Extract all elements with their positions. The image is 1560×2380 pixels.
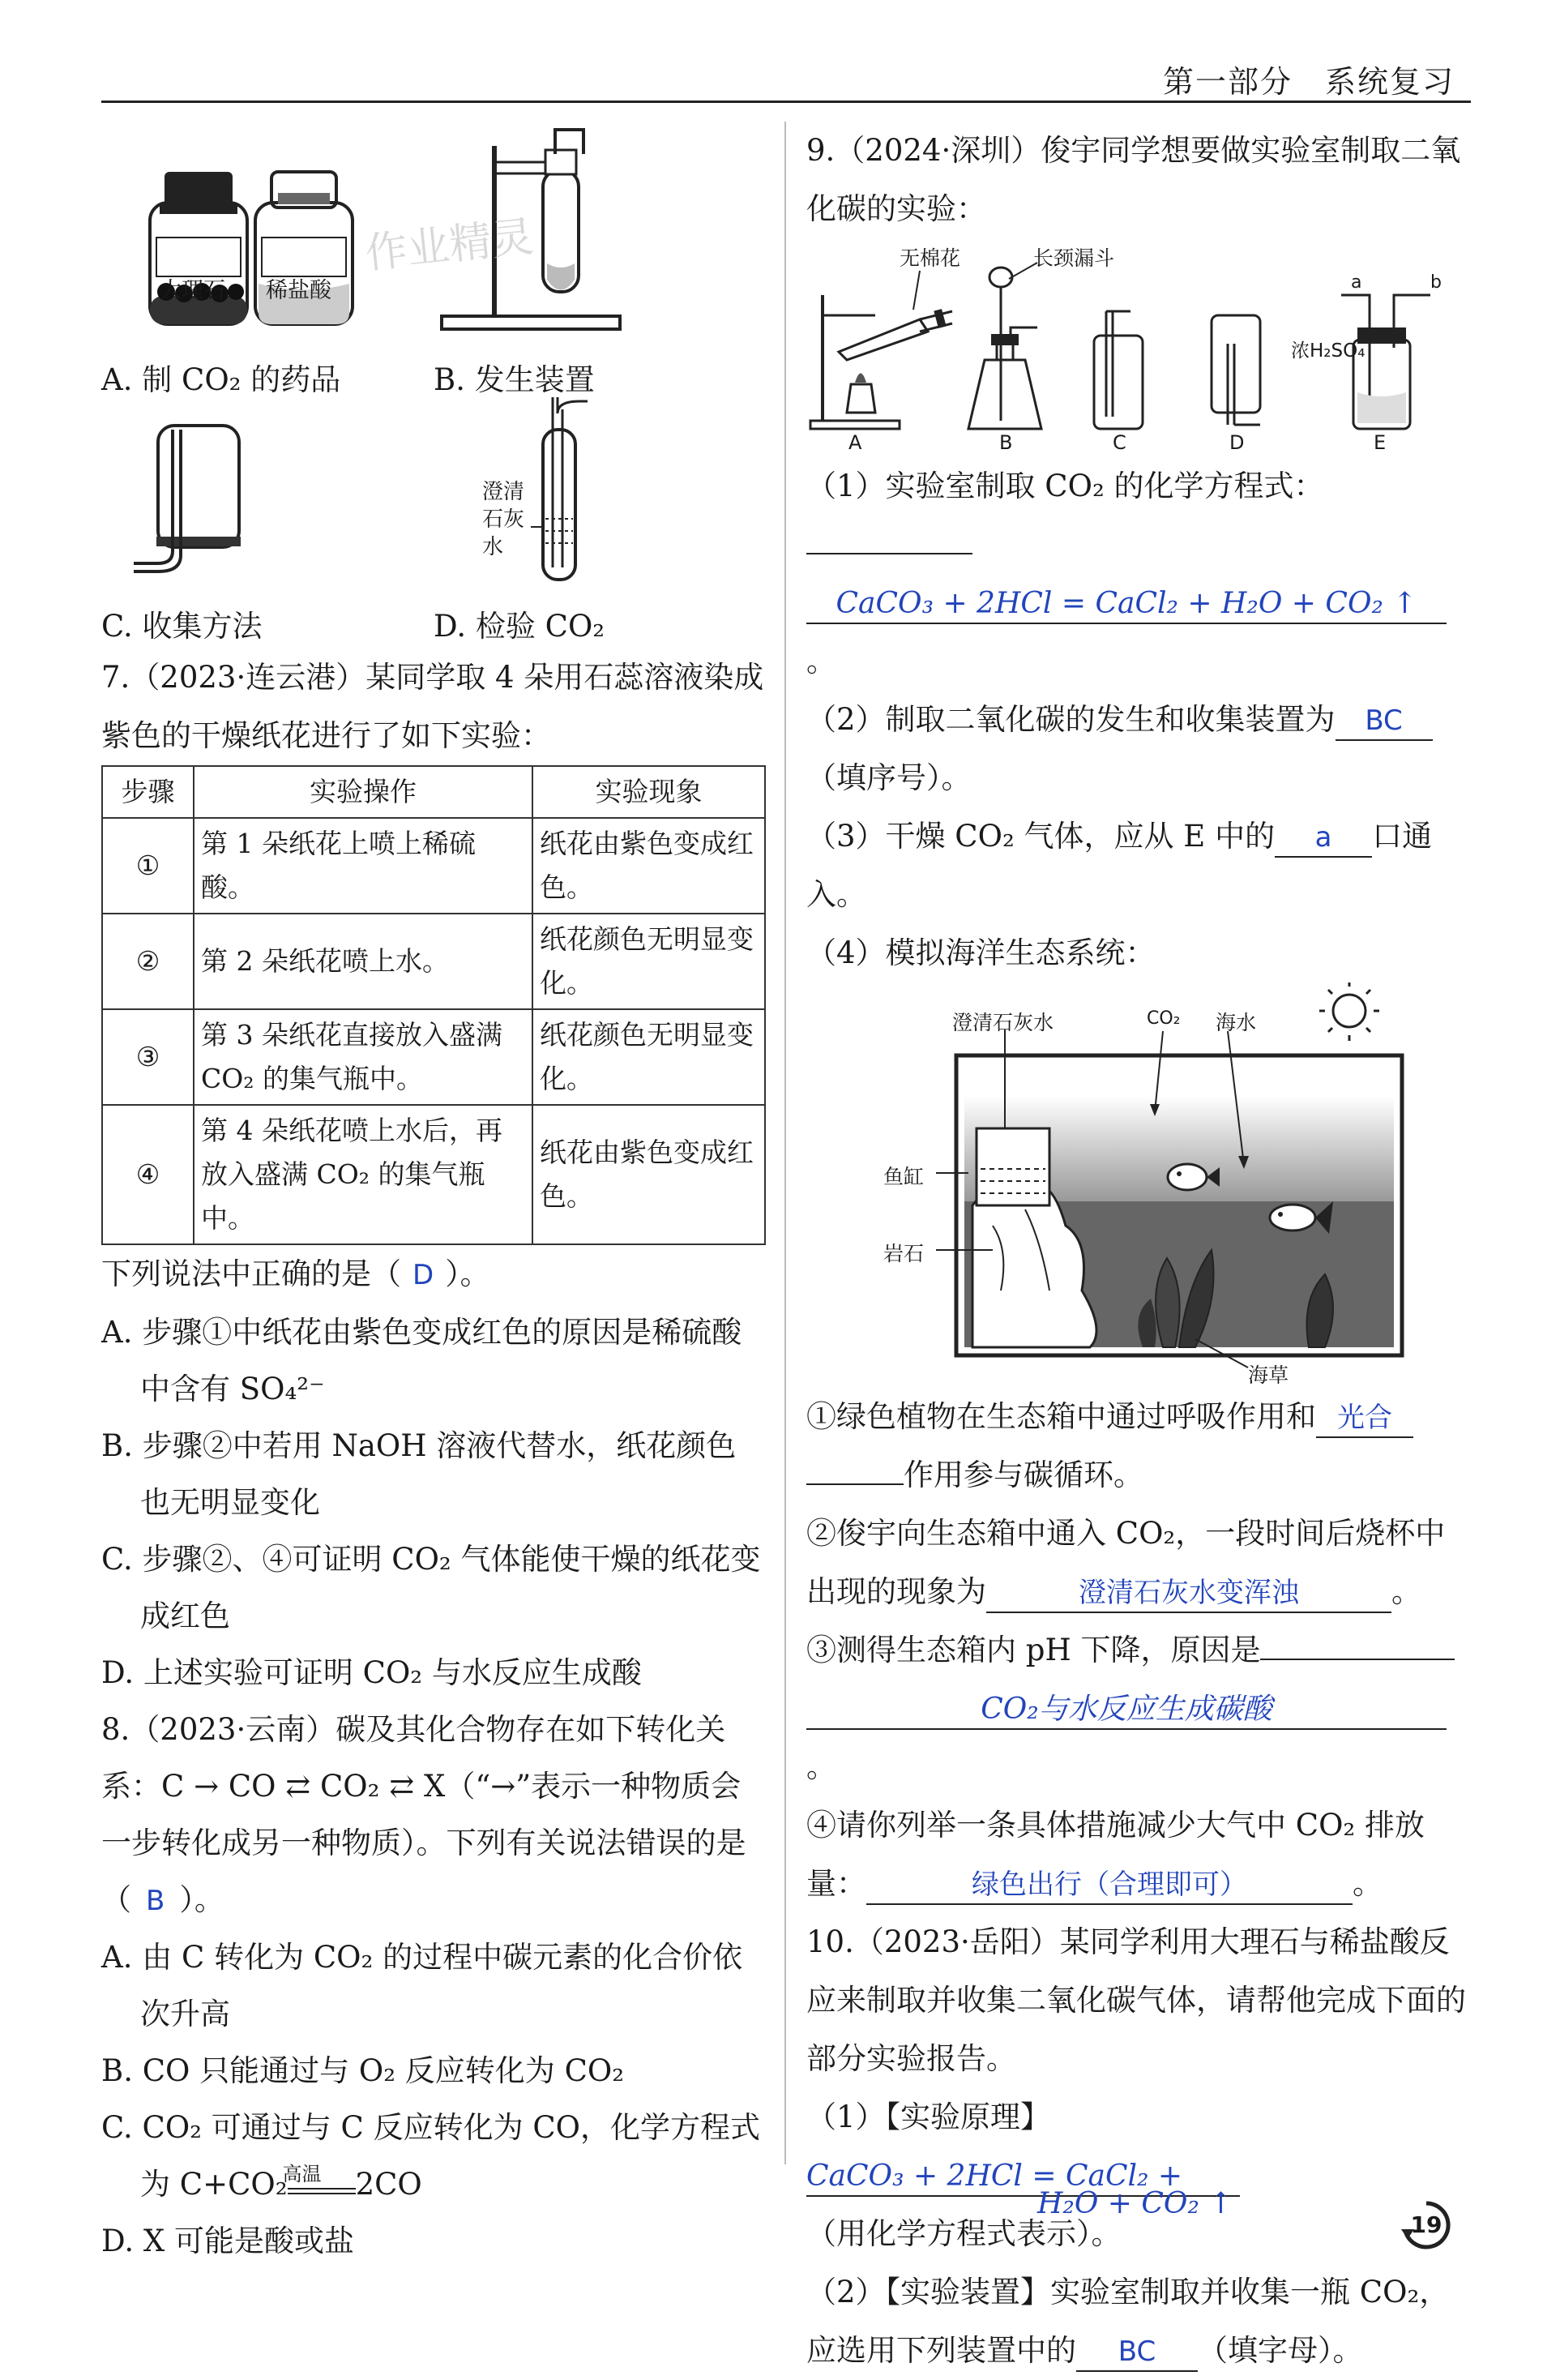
table-row: [102, 818, 765, 914]
q10-s1: （1）【实验原理】CaCO₃ + 2HCl = CaCl₂ +: [806, 2088, 1471, 2205]
q9-s2: （2）制取二氧化碳的发生和收集装置为 BC: [806, 691, 1471, 749]
q9-s1: （1）实验室制取 CO₂ 的化学方程式：: [806, 457, 1471, 574]
q9-s1-answer-line: CaCO₃ + 2HCl = CaCl₂ + H₂O + CO₂ ↑。: [806, 574, 1471, 691]
eco-tank-label: 鱼缸: [883, 1165, 925, 1188]
q8-stem: 8.（2023·云南）碳及其化合物存在如下转化关系：C → CO ⇄ CO₂ ⇄ X（“→”表示一种物质会一步转化成另一种物质）。下列有关说法错误的是（ B ）。: [101, 1712, 746, 1917]
table-row: [102, 1009, 765, 1105]
left-column: [101, 122, 766, 2270]
q7-stem: 7.（2023·连云港）某同学取 4 朵用石蕊溶液染成紫色的干燥纸花进行了如下实验：: [101, 660, 764, 753]
col-header-step: 步骤: [102, 766, 194, 818]
q7-option-b: B. 步骤②中若用 NaOH 溶液代替水，纸花颜色也无明显变化: [101, 1428, 737, 1520]
q9-i4-answer: 绿色出行（合理即可）: [866, 1866, 1353, 1905]
q8-option-a: A. 由 C 转化为 CO₂ 的过程中碳元素的化合价依次升高: [101, 1940, 743, 2031]
section-title: 第一部分 系统复习: [1162, 64, 1455, 100]
jar2-label: 稀盐酸: [266, 278, 331, 303]
label-port-a: a: [1351, 272, 1362, 293]
q9-s1-answer: CaCO₃ + 2HCl = CaCl₂ + H₂O + CO₂ ↑: [806, 585, 1447, 624]
jar1-label: 大理石: [160, 278, 225, 303]
caption-a: A. 制 CO₂ 的药品: [101, 362, 341, 397]
page-header: [101, 54, 1471, 103]
q9-s3-answer: a: [1275, 819, 1372, 858]
q8-option-c: C. CO₂ 可通过与 C 反应转化为 CO，化学方程式为 C+CO₂ 高温 2CO: [101, 2110, 760, 2202]
q7-option-d: D. 上述实验可证明 CO₂ 与水反应生成酸: [101, 1655, 642, 1690]
col-header-operation: 实验操作: [194, 766, 532, 818]
operation-cell: 第 1 朵纸花上喷上稀硫酸。: [194, 818, 532, 914]
apparatus-figure: [806, 238, 1471, 457]
page-number-badge: [1398, 2197, 1455, 2254]
q9-s3: （3）干燥 CO₂ 气体，应从 E 中的 a 口通入。: [806, 819, 1433, 912]
table-row: [102, 914, 765, 1009]
q8-option-d: D. X 可能是酸或盐: [101, 2224, 354, 2258]
phenomenon-cell: 纸花由紫色变成红色。: [532, 818, 765, 914]
q8-answer: B: [146, 1885, 165, 1917]
operation-cell: 第 3 朵纸花直接放入盛满 CO₂ 的集气瓶中。: [194, 1009, 532, 1105]
phenomenon-cell: 纸花颜色无明显变化。: [532, 914, 765, 1009]
step-number: ③: [102, 1009, 194, 1105]
collect-test-illustration: [101, 397, 766, 600]
q9-i1b: 作用参与碳循环。: [806, 1446, 1471, 1505]
q9-i2-answer: 澄清石灰水变浑浊: [986, 1574, 1391, 1613]
eco-seawater-label: 海水: [1216, 1011, 1257, 1034]
label-h2so4: 浓H₂SO₄: [1291, 340, 1366, 362]
figure-cd: [101, 397, 766, 649]
label-no-cotton: 无棉花: [900, 246, 961, 270]
q10-s1-line2: H₂O + CO₂ ↑ （用化学方程式表示）。: [806, 2187, 1233, 2251]
operation-cell: 第 2 朵纸花喷上水。: [194, 914, 532, 1009]
q10-stem: 10.（2023·岳阳）某同学利用大理石与稀盐酸反应来制取并收集二氧化碳气体，请帮他完成下面的部分实验报告。: [806, 1924, 1466, 2076]
reaction-condition: 高温: [288, 2193, 356, 2194]
column-divider: [784, 122, 786, 2164]
q9-i2: ②俊宇向生态箱中通入 CO₂，一段时间后烧杯中出现的现象为 澄清石灰水变浑浊 。: [806, 1505, 1471, 1621]
eco-seaweed-label: 海草: [1248, 1363, 1289, 1387]
q8-option-b: B. CO 只能通过与 O₂ 反应转化为 CO₂: [101, 2053, 625, 2088]
q7-option-c: C. 步骤②、④可证明 CO₂ 气体能使干燥的纸花变成红色: [101, 1542, 761, 1633]
operation-cell: 第 4 朵纸花喷上水后，再放入盛满 CO₂ 的集气瓶中。: [194, 1105, 532, 1244]
q7-answer: D: [412, 1259, 434, 1291]
q10-s1-answer-1: CaCO₃ + 2HCl = CaCl₂ +: [806, 2158, 1240, 2197]
eco-co2-label: CO₂: [1147, 1008, 1181, 1029]
label-funnel: 长颈漏斗: [1033, 246, 1115, 270]
label-port-b: b: [1430, 272, 1442, 293]
caption-c: C. 收集方法: [101, 609, 263, 644]
page-number: 19: [1410, 2211, 1442, 2238]
q9-s2-answer: BC: [1336, 702, 1433, 741]
q10-s2: （2）【实验装置】实验室制取并收集一瓶 CO₂，应选用下列装置中的 BC （填字母）。: [806, 2263, 1471, 2380]
q7-table: [101, 765, 766, 1245]
q9-stem: 9.（2024·深圳）俊宇同学想要做实验室制取二氧化碳的实验：: [806, 133, 1461, 226]
label-E: E: [1374, 431, 1387, 454]
label-B: B: [999, 431, 1013, 454]
caption-d: D. 检验 CO₂: [434, 609, 605, 644]
label-D: D: [1229, 431, 1245, 454]
limewater-label: 澄清石灰水: [482, 480, 525, 559]
step-number: ②: [102, 914, 194, 1009]
q9-s4: （4）模拟海洋生态系统：: [806, 935, 1156, 970]
q7-ask: 下列说法中正确的是（ D ）。: [101, 1256, 490, 1291]
watermark: 作业精灵: [363, 212, 536, 279]
q10-s1-answer-2: H₂O + CO₂ ↑: [1037, 2187, 1233, 2220]
phenomenon-cell: 纸花由紫色变成红色。: [532, 1105, 765, 1244]
right-column: [806, 122, 1471, 2380]
phenomenon-cell: 纸花颜色无明显变化。: [532, 1009, 765, 1105]
table-header-row: [102, 766, 765, 818]
label-C: C: [1113, 431, 1126, 454]
eco-rock-label: 岩石: [883, 1242, 925, 1265]
caption-b: B. 发生装置: [434, 362, 595, 397]
table-row: [102, 1105, 765, 1244]
eco-limewater-label: 澄清石灰水: [952, 1011, 1054, 1034]
eco-tank-figure: [806, 982, 1471, 1388]
q9-i3-answer-line: CO₂与水反应生成碳酸。: [806, 1680, 1471, 1796]
q9-i1: ①绿色植物在生态箱中通过呼吸作用和 光合: [806, 1388, 1471, 1446]
q9-i3: ③测得生态箱内 pH 下降，原因是: [806, 1621, 1471, 1680]
q7-option-a: A. 步骤①中纸花由紫色变成红色的原因是稀硫酸中含有 SO₄²⁻: [101, 1315, 742, 1406]
step-number: ④: [102, 1105, 194, 1244]
label-A: A: [848, 431, 862, 454]
col-header-phenomenon: 实验现象: [532, 766, 765, 818]
q9-i4: ④请你列举一条具体措施减少大气中 CO₂ 排放量： 绿色出行（合理即可） 。: [806, 1796, 1471, 1913]
step-number: ①: [102, 818, 194, 914]
q10-s2-answer: BC: [1076, 2333, 1198, 2372]
figure-ab: [101, 122, 766, 397]
q9-i3-answer: CO₂与水反应生成碳酸: [806, 1691, 1447, 1730]
q9-i1-answer: 光合: [1316, 1399, 1413, 1438]
q9-s2-tail: （填序号）。: [806, 760, 972, 795]
